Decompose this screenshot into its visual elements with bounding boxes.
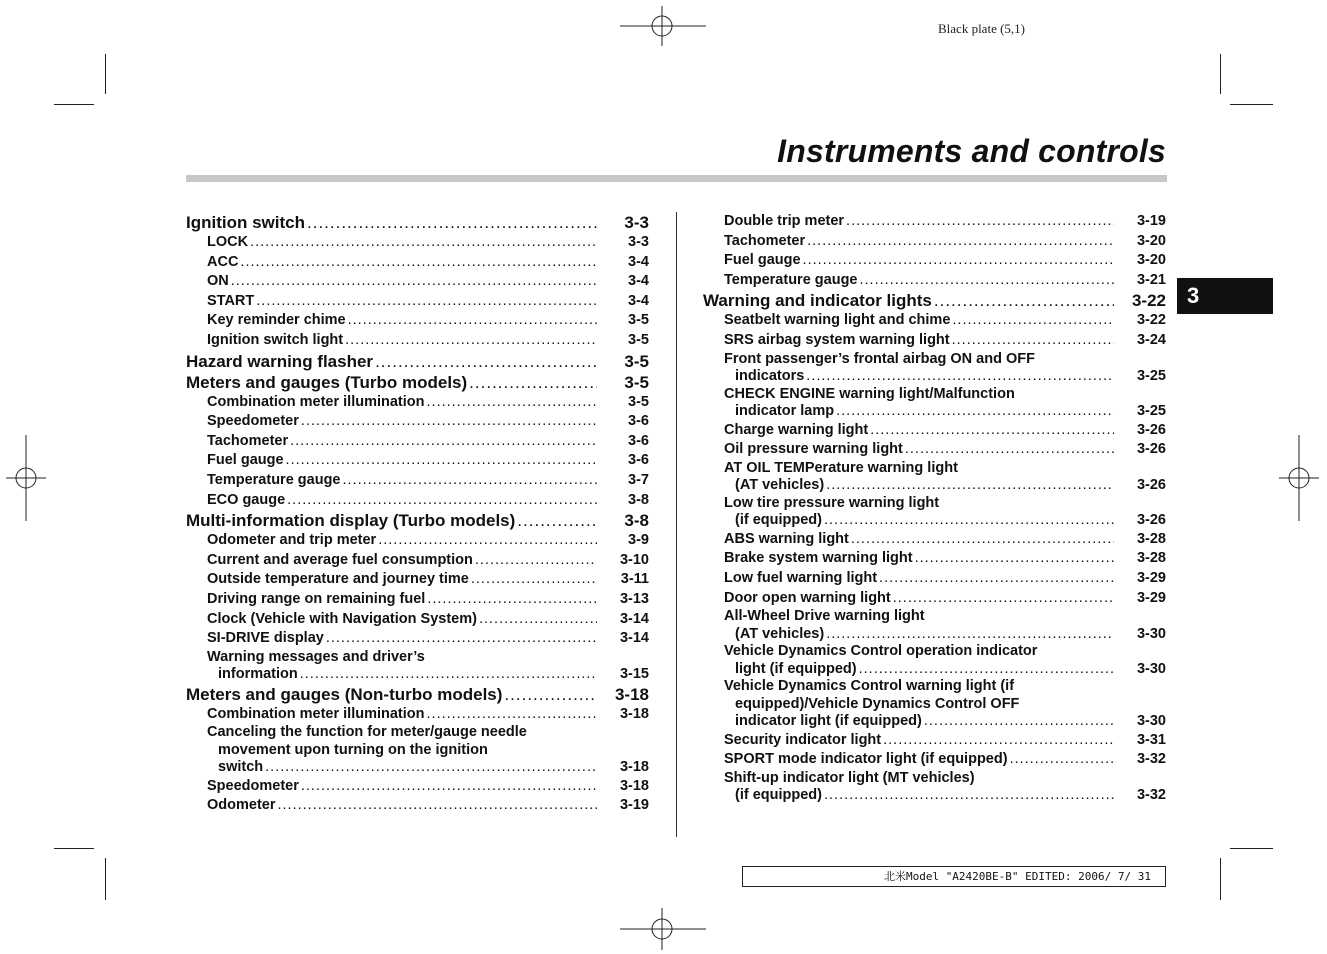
toc-entry[interactable] (703, 530, 1166, 550)
toc-entry-label: ECO gauge (207, 491, 286, 508)
dot-leader (471, 570, 597, 590)
toc-page-number: 3-32 (1136, 751, 1166, 768)
crop-mark (105, 858, 106, 900)
toc-entry-label: Security indicator light (724, 731, 882, 748)
toc-page-number: 3-18 (619, 759, 649, 776)
toc-entry[interactable] (703, 549, 1166, 569)
dot-leader (256, 292, 597, 312)
toc-page-number: 3-32 (1136, 787, 1166, 804)
dot-leader (879, 569, 1114, 589)
toc-entry[interactable] (186, 796, 649, 816)
crop-mark (1230, 104, 1273, 105)
toc-page-number: 3-11 (620, 571, 649, 588)
toc-page-number: 3-8 (624, 511, 649, 531)
dot-leader (803, 251, 1114, 271)
toc-section-entry[interactable] (703, 290, 1166, 311)
toc-entry-label: Hazard warning flasher (186, 351, 374, 371)
toc-page-number: 3-28 (1136, 550, 1166, 567)
toc-entry-label: Fuel gauge (207, 452, 284, 469)
toc-entry[interactable] (186, 629, 649, 649)
registration-mark-icon (620, 6, 706, 46)
dot-leader (348, 311, 597, 331)
toc-entry-label: Double trip meter (724, 213, 845, 229)
toc-entry-label: Speedometer (207, 413, 299, 430)
toc-entry-label: light (if equipped) (735, 660, 857, 677)
dot-leader (924, 713, 1114, 731)
toc-page-number: 3-6 (628, 413, 649, 430)
toc-entry[interactable] (186, 705, 649, 725)
toc-page-number: 3-3 (628, 234, 649, 250)
toc-entry-label: Temperature gauge (724, 271, 858, 288)
toc-entry-label: Oil pressure warning light (724, 441, 903, 458)
dot-leader (479, 610, 597, 630)
dot-leader (250, 233, 597, 253)
toc-entry-label: ACC (207, 253, 239, 270)
toc-entry-label: Clock (Vehicle with Navigation System) (207, 610, 477, 627)
dot-leader (287, 491, 597, 511)
toc-entry[interactable] (703, 311, 1166, 331)
dot-leader (427, 393, 597, 413)
toc-entry-label: (AT vehicles) (735, 477, 825, 494)
dot-leader (824, 512, 1114, 530)
toc-entry-label: indicators (735, 368, 805, 385)
toc-entry[interactable] (186, 777, 649, 797)
dot-leader (343, 471, 598, 491)
toc-entry[interactable] (186, 331, 649, 351)
toc-entry-label: Brake system warning light (724, 550, 913, 567)
toc-page-number: 3-8 (628, 491, 649, 508)
toc-entry[interactable] (703, 460, 1166, 495)
registration-mark-icon (6, 435, 46, 521)
dot-leader (826, 626, 1114, 644)
toc-entry[interactable] (703, 440, 1166, 460)
dot-leader (427, 705, 597, 725)
toc-entry-label: SRS airbag system warning light (724, 331, 950, 348)
toc-entry-label: Combination meter illumination (207, 393, 425, 410)
registration-mark-icon (1279, 435, 1319, 521)
dot-leader (375, 351, 597, 372)
dot-leader (824, 787, 1114, 805)
toc-entry[interactable] (186, 570, 649, 590)
toc-entry[interactable] (703, 212, 1166, 232)
toc-entry[interactable] (703, 351, 1166, 386)
crop-mark (1230, 848, 1273, 849)
toc-entry-label: Ignition switch (186, 213, 305, 232)
toc-entry-label: Warning messages and driver’s (207, 648, 425, 665)
toc-page-number: 3-18 (619, 705, 649, 722)
toc-entry-label: Odometer and trip meter (207, 532, 377, 549)
toc-entry-label: AT OIL TEMPerature warning light (724, 459, 958, 476)
toc-page-number: 3-29 (1136, 589, 1166, 606)
toc-entry[interactable] (703, 731, 1166, 751)
toc-entry[interactable] (186, 471, 649, 491)
dot-leader (905, 440, 1114, 460)
toc-page-number: 3-13 (619, 590, 649, 607)
toc-entry-label: Tachometer (207, 432, 289, 449)
toc-page-number: 3-18 (614, 684, 649, 704)
toc-entry[interactable] (703, 421, 1166, 441)
crop-mark (54, 848, 94, 849)
dot-leader (952, 311, 1114, 331)
toc-section-entry[interactable] (186, 372, 649, 393)
toc-entry-label: All-Wheel Drive warning light (724, 608, 925, 625)
toc-entry[interactable] (186, 531, 649, 551)
toc-entry[interactable] (186, 253, 649, 273)
registration-mark-icon (620, 908, 706, 950)
toc-entry[interactable] (186, 724, 649, 777)
toc-page-number: 3-26 (1136, 477, 1166, 494)
toc-page-number: 3-3 (624, 213, 649, 232)
toc-right-column (703, 212, 1166, 805)
toc-entry[interactable] (703, 251, 1166, 271)
toc-entry-label: Speedometer (207, 777, 299, 794)
toc-section-entry[interactable] (186, 684, 649, 705)
toc-page-number: 3-5 (624, 351, 649, 371)
dot-leader (517, 510, 597, 531)
toc-page-number: 3-26 (1136, 421, 1166, 438)
toc-page-number: 3-22 (1131, 291, 1166, 311)
toc-entry[interactable] (703, 232, 1166, 252)
toc-page-number: 3-26 (1136, 512, 1166, 529)
toc-section-entry[interactable] (186, 351, 649, 372)
toc-page-number: 3-20 (1136, 232, 1166, 249)
toc-entry-label: Combination meter illumination (207, 705, 425, 722)
toc-entry-label: ON (207, 273, 229, 290)
toc-entry-label: Low tire pressure warning light (724, 494, 940, 511)
dot-leader (806, 368, 1114, 386)
toc-entry[interactable] (703, 678, 1166, 731)
toc-page-number: 3-5 (624, 372, 649, 392)
dot-leader (952, 331, 1114, 351)
toc-entry[interactable] (703, 770, 1166, 805)
toc-entry-label: switch (218, 759, 264, 776)
toc-page-number: 3-10 (619, 551, 649, 568)
toc-entry[interactable] (703, 643, 1166, 678)
toc-entry-label: Low fuel warning light (724, 569, 878, 586)
column-divider (676, 212, 677, 837)
toc-entry-label: equipped)/Vehicle Dynamics Control OFF (735, 695, 1020, 712)
dot-leader (265, 759, 597, 777)
toc-entry-label: ABS warning light (724, 530, 849, 547)
dot-leader (883, 731, 1114, 751)
toc-entry-label: indicator light (if equipped) (735, 713, 922, 730)
toc-entry-label: Seatbelt warning light and chime (724, 312, 951, 329)
toc-entry-label: (AT vehicles) (735, 625, 825, 642)
toc-entry[interactable] (703, 750, 1166, 770)
toc-entry-label: LOCK (207, 234, 249, 250)
toc-page-number: 3-19 (619, 797, 649, 814)
toc-page-number: 3-28 (1136, 530, 1166, 547)
toc-page-number: 3-25 (1136, 403, 1166, 420)
toc-page-number: 3-7 (628, 471, 649, 488)
toc-entry[interactable] (703, 589, 1166, 609)
toc-entry[interactable] (703, 495, 1166, 530)
dot-leader (300, 666, 597, 684)
dot-leader (915, 549, 1114, 569)
toc-page-number: 3-31 (1136, 731, 1166, 748)
crop-mark (105, 54, 106, 94)
toc-page-number: 3-30 (1136, 625, 1166, 642)
toc-entry-label: START (207, 292, 255, 309)
title-underline-bar (186, 175, 1167, 182)
toc-section-entry[interactable] (186, 510, 649, 531)
dot-leader (469, 372, 597, 393)
dot-leader (240, 253, 597, 273)
dot-leader (290, 432, 597, 452)
toc-entry-label: information (218, 666, 298, 683)
toc-entry-label: Temperature gauge (207, 471, 341, 488)
toc-page-number: 3-26 (1136, 441, 1166, 458)
dot-leader (846, 212, 1114, 232)
toc-entry[interactable] (186, 233, 649, 253)
toc-entry[interactable] (186, 311, 649, 331)
toc-entry-label: Shift-up indicator light (MT vehicles) (724, 769, 975, 786)
dot-leader (278, 796, 598, 816)
toc-page-number: 3-6 (628, 432, 649, 449)
toc-entry-label: Tachometer (724, 232, 806, 249)
footer-edit-stamp: 北米Model "A2420BE-B" EDITED: 2006/ 7/ 31 (742, 866, 1166, 887)
toc-page-number: 3-22 (1136, 312, 1166, 329)
toc-entry[interactable] (703, 386, 1166, 421)
toc-entry-label: (if equipped) (735, 512, 822, 529)
toc-entry-label: movement upon turning on the ignition (218, 741, 488, 758)
toc-page-number: 3-5 (628, 331, 649, 348)
crop-mark (1220, 858, 1221, 900)
toc-page-number: 3-20 (1136, 252, 1166, 269)
dot-leader (836, 403, 1114, 421)
toc-entry[interactable] (186, 451, 649, 471)
toc-entry[interactable] (186, 491, 649, 511)
toc-entry-label: Ignition switch light (207, 331, 344, 348)
page-title: Instruments and controls (777, 133, 1166, 169)
toc-entry[interactable] (703, 608, 1166, 643)
toc-entry-label: Vehicle Dynamics Control operation indicator (724, 643, 1038, 660)
toc-entry-label: Front passenger’s frontal airbag ON and OFF (724, 350, 1035, 367)
toc-entry[interactable] (186, 292, 649, 312)
toc-entry-label: indicator lamp (735, 403, 835, 420)
toc-entry-label: Vehicle Dynamics Control warning light (if (724, 678, 1015, 695)
dot-leader (301, 412, 597, 432)
toc-entry-label: Door open warning light (724, 589, 891, 606)
dot-leader (326, 629, 597, 649)
toc-entry-label: Meters and gauges (Turbo models) (186, 372, 468, 392)
dot-leader (934, 290, 1114, 311)
dot-leader (807, 232, 1114, 252)
toc-entry-label: Key reminder chime (207, 312, 346, 329)
dot-leader (475, 551, 597, 571)
crop-mark (54, 104, 94, 105)
toc-left-column (186, 212, 649, 816)
dot-leader (286, 451, 597, 471)
toc-entry[interactable] (186, 432, 649, 452)
toc-page-number: 3-5 (628, 393, 649, 410)
dot-leader (345, 331, 597, 351)
toc-entry[interactable] (703, 331, 1166, 351)
toc-page-number: 3-4 (628, 292, 649, 309)
dot-leader (826, 477, 1114, 495)
crop-mark (1220, 54, 1221, 94)
dot-leader (231, 272, 597, 292)
toc-entry[interactable] (186, 412, 649, 432)
toc-entry[interactable] (186, 590, 649, 610)
toc-entry-label: Charge warning light (724, 421, 869, 438)
toc-entry-label: Outside temperature and journey time (207, 571, 469, 588)
toc-page-number: 3-19 (1136, 213, 1166, 229)
toc-entry[interactable] (186, 649, 649, 684)
toc-section-entry[interactable] (186, 212, 649, 233)
toc-page-number: 3-4 (628, 253, 649, 270)
toc-entry-label: Current and average fuel consumption (207, 551, 473, 568)
toc-page-number: 3-14 (619, 610, 649, 627)
toc-page-number: 3-21 (1136, 271, 1166, 288)
black-plate-label: Black plate (5,1) (938, 21, 1025, 36)
toc-page-number: 3-9 (628, 532, 649, 549)
toc-entry-label: SPORT mode indicator light (if equipped) (724, 751, 1008, 768)
toc-entry-label: Fuel gauge (724, 252, 801, 269)
toc-entry-label: Driving range on remaining fuel (207, 590, 426, 607)
toc-page-number: 3-18 (619, 777, 649, 794)
dot-leader (859, 661, 1114, 679)
toc-entry-label: Odometer (207, 797, 276, 814)
toc-page-number: 3-30 (1136, 660, 1166, 677)
toc-page-number: 3-30 (1136, 713, 1166, 730)
dot-leader (307, 212, 597, 233)
toc-page-number: 3-5 (628, 312, 649, 329)
toc-entry[interactable] (703, 271, 1166, 291)
toc-entry-label: Multi-information display (Turbo models) (186, 511, 516, 531)
toc-entry[interactable] (186, 610, 649, 630)
toc-entry-label: Warning and indicator lights (703, 291, 932, 311)
dot-leader (851, 530, 1114, 550)
toc-page-number: 3-24 (1136, 331, 1166, 348)
dot-leader (870, 421, 1114, 441)
toc-page-number: 3-4 (628, 273, 649, 290)
chapter-tab[interactable]: 3 (1177, 278, 1273, 314)
dot-leader (378, 531, 597, 551)
toc-entry[interactable] (186, 393, 649, 413)
dot-leader (427, 590, 597, 610)
toc-entry-label: SI-DRIVE display (207, 630, 324, 647)
dot-leader (860, 271, 1115, 291)
toc-entry[interactable] (703, 569, 1166, 589)
toc-entry-label: Meters and gauges (Non-turbo models) (186, 684, 503, 704)
toc-entry[interactable] (186, 272, 649, 292)
dot-leader (504, 684, 597, 705)
toc-entry-label: CHECK ENGINE warning light/Malfunction (724, 385, 1015, 402)
toc-page-number: 3-6 (628, 452, 649, 469)
toc-page-number: 3-14 (619, 630, 649, 647)
toc-entry-label: Canceling the function for meter/gauge needle (207, 724, 527, 741)
toc-entry[interactable] (186, 551, 649, 571)
toc-page-number: 3-25 (1136, 368, 1166, 385)
dot-leader (1010, 750, 1114, 770)
toc-page-number: 3-29 (1136, 569, 1166, 586)
dot-leader (893, 589, 1114, 609)
dot-leader (301, 777, 597, 797)
toc-entry-label: (if equipped) (735, 787, 822, 804)
toc-page-number: 3-15 (619, 666, 649, 683)
